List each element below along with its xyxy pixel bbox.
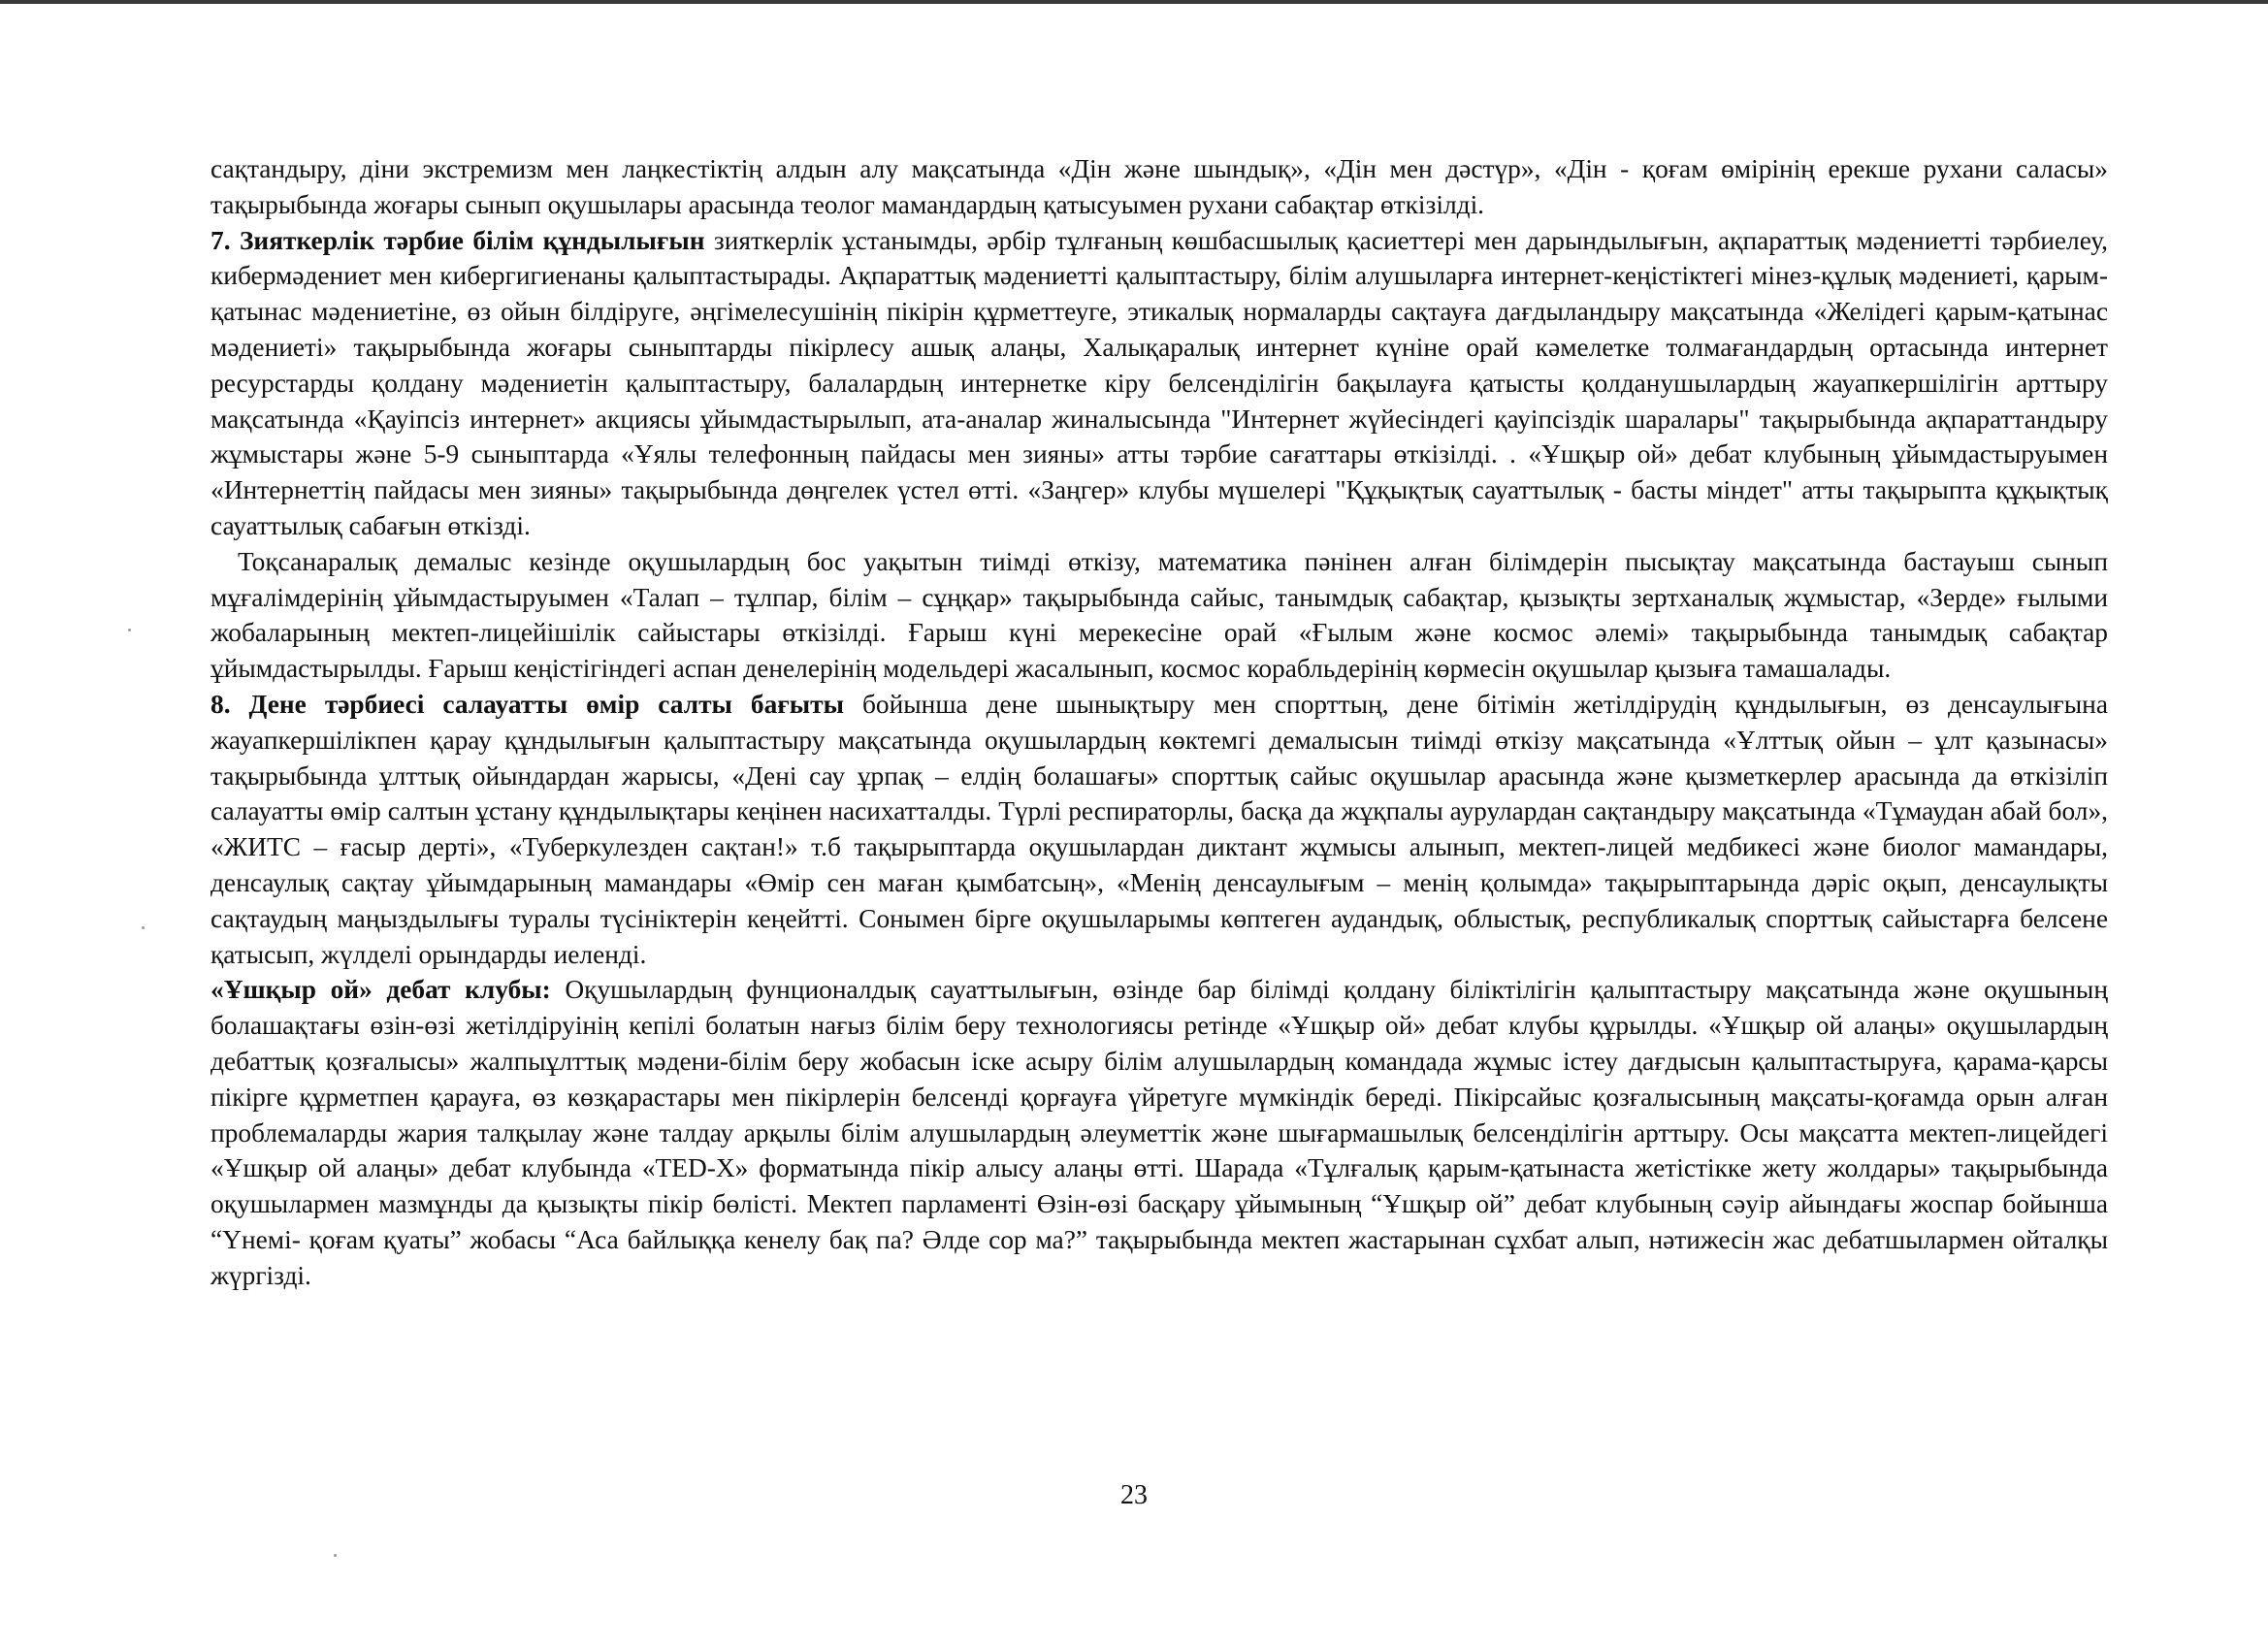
paragraph-text: Тоқсанаралық демалыс кезінде оқушылардың бос уақытын тиімді өткізу, математика пәнінен алған білімдерін пысықтау мақсатында бастауыш сынып мұғалімдерінің ұйымдастыруымен «Талап – тұлпар, білім – сұңқар» тақырыбында сайыс, танымдық сабақтар, қызықты зертханалық жұмыстар, «Зерде» ғылыми жобаларының мектеп-лицейішілік сайыстары өткізілді. Ғарыш күні мерекесіне орай «Ғылым және космос әлемі» тақырыбында танымдық сабақтар ұйымдастырылды. Ғарыш кеңістігіндегі аспан денелерінің модельдері жасалынып, космос корабльдерінің көрмесін оқушылар қызыға тамашалады.	[211, 546, 2108, 684]
section-heading-8: 8. Дене тәрбиесі салауатты өмір салты бағыты	[211, 689, 844, 719]
paragraph-intellectual-education	[211, 223, 2108, 544]
paragraph-physical-education	[211, 687, 2108, 972]
scan-top-edge	[0, 0, 2268, 4]
paragraph-text: зияткерлік ұстанымды, әрбір тұлғаның көшбасшылық қасиеттері мен дарындылығын, ақпараттық мәдениетті тәрбиелеу, кибермәдениет мен кибергигиенаны қалыптастырады. Ақпараттық мәдениетті қалыптастыру, білім алушыларға интернет-кеңістіктегі мінез-құлық мәдениеті, қарым-қатынас мәдениетіне, өз ойын білдіруге, әңгімелесушінің пікірін құрметтеуге, этикалық нормаларды сақтауға дағдыландыру мақсатында «Желідегі қарым-қатынас мәдениеті» тақырыбында жоғары сыныптарды пікірлесу ашық алаңы, Халықаралық интернет күніне орай кәмелетке толмағандардың ортасында интернет ресурстарды қолдану мәдениетін қалыптастыру, балалардың интернетке кіру белсенділігін бақылауға қатысты қолданушылардың жауапкершілігін арттыру мақсатында «Қауіпсіз интернет» акциясы ұйымдастырылып, ата-аналар жиналысында "Интернет жүйесіндегі қауіпсіздік шаралары" тақырыбында ақпараттандыру жұмыстары және 5-9 сыныптарда «Ұялы телефонның пайдасы мен зияны» атты тәрбие сағаттары өткізілді. . «Ұшқыр ой» дебат клубының ұйымдастыруымен «Интернеттің пайдасы мен зияны» тақырыбында дөңгелек үстел өтті. «Заңгер» клубы мүшелері "Құқықтық сауаттылық - басты міндет" атты тақырыпта құқықтық сауаттылық сабағын өткізді.	[211, 225, 2108, 540]
paragraph-text: бойынша дене шынықтыру мен спорттың, дене бітімін жетілдірудің құндылығын, өз денсаулығына жауапкершілікпен қарау құндылығын қалыптастыру мақсатында оқушылардың көктемгі демалысын тиімді өткізу мақсатында «Ұлттық ойын – ұлт қазынасы» тақырыбында ұлттық ойындардан жарысы, «Дені сау ұрпақ – елдің болашағы» спорттық сайыс оқушылар арасында және қызметкерлер арасында да өткізіліп салауатты өмір салтын ұстану құндылықтары кеңінен насихатталды. Түрлі респираторлы, басқа да жұқпалы аурулардан сақтандыру мақсатында «Тұмаудан абай бол», «ЖИТС – ғасыр дерті», «Туберкулезден сақтан!» т.б тақырыптарда оқушылардан диктант жұмысы алынып, мектеп-лицей медбикесі және биолог мамандары, денсаулық сақтау ұйымдарының мамандары «Өмір сен маған қымбатсың», «Менің денсаулығым – менің қолымда» тақырыптарында дәріс оқып, денсаулықты сақтаудың маңыздылығы туралы түсініктерін кеңейтті. Сонымен бірге оқушыларымы көптеген аудандық, облыстық, республикалық спорттық сайыстарға белсене қатысып, жүлделі орындарды иеленді.	[211, 689, 2108, 969]
section-heading-7: 7. Зияткерлік тәрбие білім құндылығын	[211, 225, 705, 255]
page-body	[211, 151, 2108, 1294]
scan-speck	[334, 1554, 337, 1557]
paragraph-religion-lessons	[211, 151, 2108, 223]
paragraph-text: сақтандыру, діни экстремизм мен лаңкестіктің алдын алу мақсатында «Дін және шындық», «Дін мен дәстүр», «Дін - қоғам өмірінің ерекше рухани саласы» тақырыбында жоғары сынып оқушылары арасында теолог мамандардың қатысуымен рухани сабақтар өткізілді.	[211, 154, 2108, 219]
page-number: 23	[1120, 1480, 1148, 1510]
section-heading-debate-club: «Ұшқыр ой» дебат клубы:	[211, 975, 551, 1005]
paragraph-debate-club	[211, 972, 2108, 1293]
scan-speck	[128, 629, 131, 631]
scan-speck	[142, 926, 145, 929]
paragraph-text: Оқушылардың фунционалдық сауаттылығын, өзінде бар білімді қолдану біліктілігін қалыптастыру мақсатында және оқушының болашақтағы өзін-өзі жетілдіруінің кепілі болатын нағыз білім беру технологиясы ретінде «Ұшқыр ой» дебат клубы құрылды. «Ұшқыр ой алаңы» оқушылардың дебаттық қозғалысы» жалпыұлттық мәдени-білім беру жобасын іске асыру білім алушылардың командада жұмыс істеу дағдысын қалыптастыруға, қарама-қарсы пікірге құрметпен қарауға, өз көзқарастары мен пікірлерін белсенді қорғауға үйретуге мүмкіндік береді. Пікірсайыс қозғалысының мақсаты-қоғамда орын алған проблемаларды жария талқылау және талдау арқылы білім алушылардың әлеуметтік және шығармашылық белсенділігін арттыру. Осы мақсатта мектеп-лицейдегі «Ұшқыр ой алаңы» дебат клубында «TED-X» форматында пікір алысу алаңы өтті. Шарада «Тұлғалық қарым-қатынаста жетістікке жету жолдары» тақырыбында оқушылармен мазмұнды да қызықты пікір бөлісті. Мектеп парламенті Өзін-өзі басқару ұйымының “Ұшқыр ой” дебат клубының сәуір айындағы жоспар бойынша “Үнемі- қоғам қуаты” жобасы “Аса байлыққа кенелу бақ па? Әлде сор ма?” тақырыбында мектеп жастарынан сұхбат алып, нәтижесін жас дебатшылармен ойталқы жүргізді.	[211, 975, 2108, 1290]
paragraph-holiday-activities	[211, 544, 2108, 687]
